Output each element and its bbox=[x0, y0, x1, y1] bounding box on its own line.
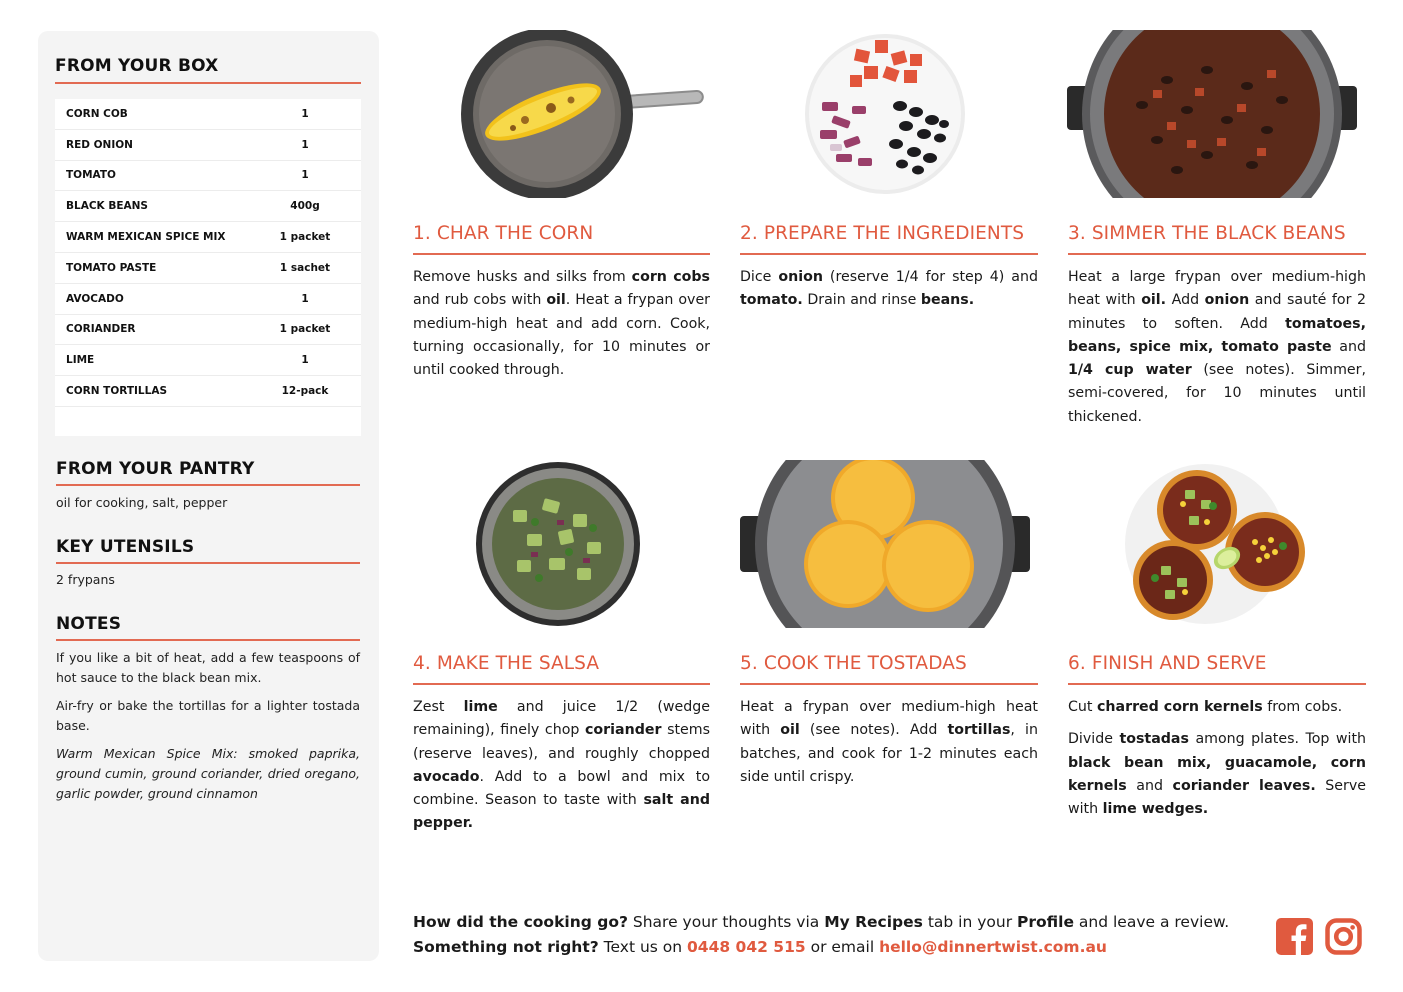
ingredient-name: TOMATO PASTE bbox=[66, 261, 157, 274]
step-2-instructions: Dice onion (reserve 1/4 for step 4) and tomato. Drain and rinse beans. bbox=[740, 269, 1038, 309]
step-divider bbox=[413, 253, 710, 255]
ingredient-name: BLACK BEANS bbox=[66, 200, 148, 213]
ingredient-row bbox=[55, 284, 361, 315]
corn-in-frypan-photo bbox=[455, 30, 705, 198]
phone-link[interactable]: 0448 042 515 bbox=[687, 938, 806, 956]
step-5-instructions: Heat a frypan over medium-high heat with oil (see notes). Add tortillas, in batches, and cook for 1-2 minutes each side until crispy. bbox=[740, 699, 1038, 785]
ingredient-name: WARM MEXICAN SPICE MIX bbox=[66, 231, 226, 244]
ingredient-qty: 1 bbox=[301, 107, 309, 120]
ingredient-name: TOMATO bbox=[66, 169, 116, 182]
step-3-instructions: Heat a large frypan over medium-high heat with oil. Add onion and sauté for 2 minutes to soften. Add tomatoes, beans, spice mix, tomato paste and 1/4 cup water (see notes). Simmer, semi-covered, for 10 minutes until thickened. bbox=[1068, 269, 1366, 425]
salsa-bowl-photo bbox=[473, 460, 643, 628]
feedback-footer bbox=[413, 910, 1229, 960]
tostadas-in-pan-photo bbox=[740, 460, 1030, 628]
from-your-pantry-title: FROM YOUR PANTRY bbox=[56, 459, 255, 479]
step-divider bbox=[1068, 253, 1366, 255]
feedback-line: How did the cooking go? Share your thoughts via My Recipes tab in your Profile and leave a review. bbox=[413, 913, 1230, 931]
step-4-title: 4. MAKE THE SALSA bbox=[413, 653, 600, 674]
ingredient-row bbox=[55, 345, 361, 376]
from-your-box-title: FROM YOUR BOX bbox=[55, 56, 219, 76]
ingredient-qty: 1 packet bbox=[279, 323, 331, 336]
step-2-title: 2. PREPARE THE INGREDIENTS bbox=[740, 223, 1025, 244]
diced-ingredients-photo bbox=[800, 30, 970, 198]
ingredient-name: CORN TORTILLAS bbox=[66, 385, 168, 398]
ingredient-name: CORN COB bbox=[66, 107, 128, 120]
section-divider bbox=[56, 639, 360, 641]
ingredient-name: CORIANDER bbox=[66, 323, 136, 336]
contact-line: Something not right? Text us on 0448 042 515 or email hello@dinnertwist.com.au bbox=[413, 938, 1107, 956]
ingredient-name: AVOCADO bbox=[66, 292, 124, 305]
section-divider bbox=[56, 484, 360, 486]
note-heat: If you like a bit of heat, add a few teaspoons of hot sauce to the black bean mix. bbox=[56, 650, 360, 685]
facebook-icon[interactable] bbox=[1276, 918, 1313, 955]
ingredients-sidebar bbox=[38, 31, 379, 961]
ingredient-row bbox=[55, 99, 361, 130]
step-divider bbox=[740, 683, 1038, 685]
ingredient-qty: 400g bbox=[290, 200, 320, 213]
ingredient-row bbox=[55, 130, 361, 161]
note-spice-mix: Warm Mexican Spice Mix: smoked paprika, ground cumin, ground coriander, dried oregano, garlic powder, ground cinnamon bbox=[56, 746, 360, 801]
section-divider bbox=[55, 82, 361, 84]
key-utensils-title: KEY UTENSILS bbox=[56, 537, 195, 557]
ingredient-name: RED ONION bbox=[66, 138, 133, 151]
step-6-instructions: Cut charred corn kernels from cobs. Divide tostadas among plates. Top with black bean mix, guacamole, corn kernels and coriander leaves. Serve with lime wedges. bbox=[1068, 699, 1366, 818]
ingredient-qty: 12-pack bbox=[281, 385, 329, 398]
ingredient-qty: 1 bbox=[301, 169, 309, 182]
ingredient-row bbox=[55, 376, 361, 407]
ingredient-qty: 1 bbox=[301, 354, 309, 367]
step-5-title: 5. COOK THE TOSTADAS bbox=[740, 653, 967, 674]
ingredient-qty: 1 sachet bbox=[279, 261, 331, 274]
email-link[interactable]: hello@dinnertwist.com.au bbox=[879, 938, 1107, 956]
notes-title: NOTES bbox=[56, 614, 122, 634]
ingredient-qty: 1 bbox=[301, 138, 309, 151]
utensils-text: 2 frypans bbox=[56, 572, 115, 587]
ingredient-row bbox=[55, 315, 361, 346]
ingredient-row bbox=[55, 191, 361, 222]
black-bean-pot-photo bbox=[1067, 30, 1357, 198]
served-tostadas-photo bbox=[1125, 460, 1310, 628]
step-6-title: 6. FINISH AND SERVE bbox=[1068, 653, 1267, 674]
note-airfry: Air-fry or bake the tortillas for a lighter tostada base. bbox=[56, 698, 360, 733]
step-4-instructions: Zest lime and juice 1/2 (wedge remaining), finely chop coriander stems (reserve leaves), and roughly chopped avocado. Add to a bowl and mix to combine. Season to taste with salt and pepper. bbox=[413, 699, 710, 832]
step-divider bbox=[413, 683, 710, 685]
ingredient-qty: 1 packet bbox=[279, 231, 331, 244]
step-divider bbox=[740, 253, 1038, 255]
step-3-title: 3. SIMMER THE BLACK BEANS bbox=[1068, 223, 1346, 244]
step-1-instructions: Remove husks and silks from corn cobs and rub cobs with oil. Heat a frypan over medium-high heat and add corn. Cook, turning occasionally, for 10 minutes or until cooked through. bbox=[413, 269, 711, 379]
ingredient-name: LIME bbox=[66, 354, 95, 367]
ingredient-row bbox=[55, 161, 361, 192]
ingredient-row bbox=[55, 253, 361, 284]
ingredient-row bbox=[55, 222, 361, 253]
step-1-title: 1. CHAR THE CORN bbox=[413, 223, 594, 244]
section-divider bbox=[56, 562, 360, 564]
ingredient-qty: 1 bbox=[301, 292, 309, 305]
step-divider bbox=[1068, 683, 1366, 685]
ingredients-table bbox=[55, 99, 361, 436]
instagram-icon[interactable] bbox=[1325, 918, 1362, 955]
pantry-text: oil for cooking, salt, pepper bbox=[56, 495, 228, 510]
